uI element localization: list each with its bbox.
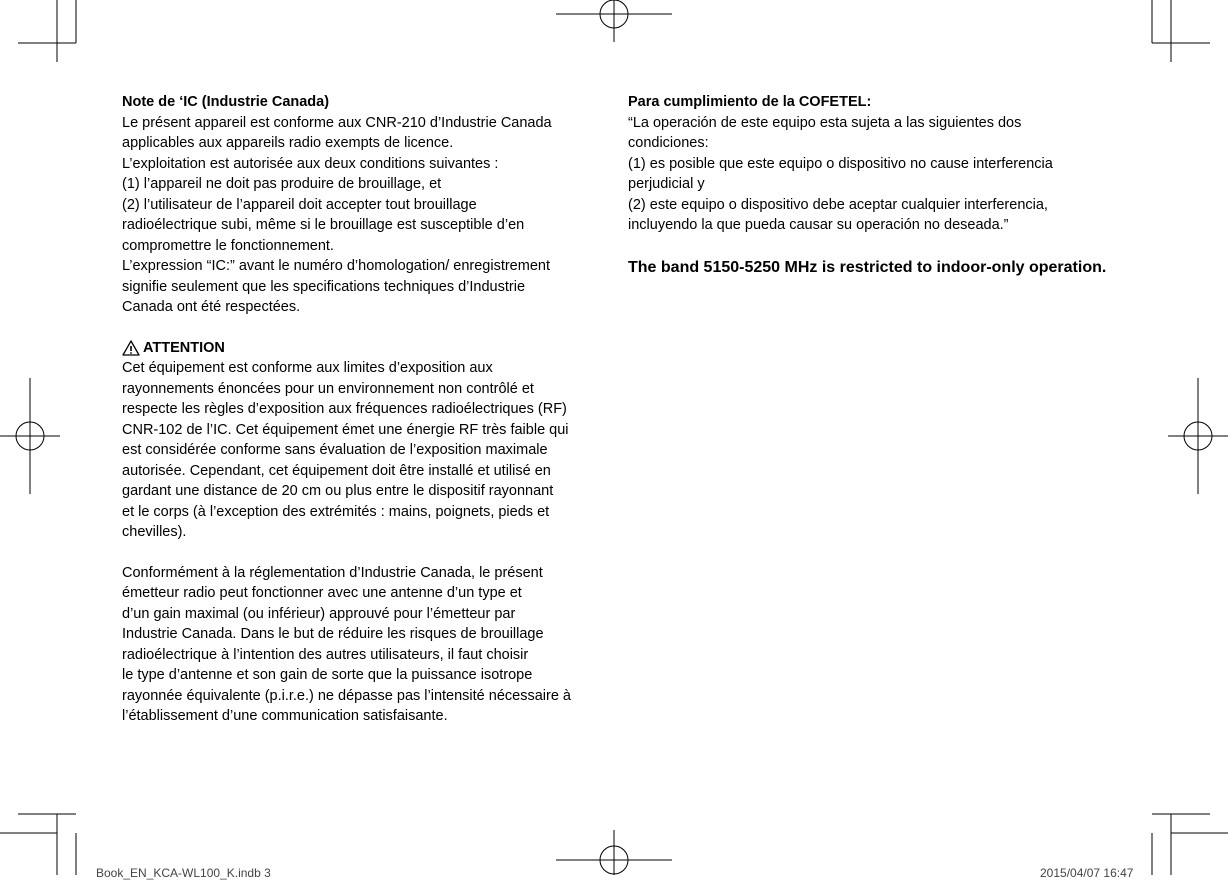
cofetel-heading: Para cumplimiento de la COFETEL: [628,94,872,110]
text-line: L’exploitation est autorisée aux deux conditions suivantes : [122,155,499,172]
text-line: gardant une distance de 20 cm ou plus entre le dispositif rayonnant [122,483,554,499]
text-line: radioélectrique à l’intention des autres utilisateurs, il faut choisir [122,646,529,663]
text-line: Industrie Canada. Dans le but de réduire les risques de brouillage [122,626,544,642]
text-line: radioélectrique subi, même si le brouillage est susceptible d’en [122,217,525,233]
text-line: et le corps (à l’exception des extrémités : mains, poignets, pieds et [122,503,550,520]
text-line: L’expression “IC:” avant le numéro d’homologation/ enregistrement [122,258,550,274]
text-line: applicables aux appareils radio exempts de licence. [122,135,454,151]
attention-body [122,358,602,543]
text-line: Le présent appareil est conforme aux CNR-210 d’Industrie Canada [122,114,552,131]
text-line: le type d’antenne et son gain de sorte que la puissance isotrope [122,667,533,683]
spacer [122,543,602,563]
band-restriction-notice: The band 5150-5250 MHz is restricted to indoor-only operation. [628,258,1107,276]
text-line: est considérée conforme sans évaluation de l’exposition maximale [122,442,548,458]
left-column [122,92,602,727]
text-line: “La operación de este equipo esta sujeta a las siguientes dos [628,114,1022,131]
footer-timestamp: 2015/04/07 16:47 [1040,866,1134,880]
text-line: (1) es posible que este equipo o dispositivo no cause interferencia [628,155,1053,172]
cofetel-body [628,113,1128,236]
text-line: (2) l’utilisateur de l’appareil doit accepter tout brouillage [122,196,477,213]
text-line: autorisée. Cependant, cet équipement doit être installé et utilisé en [122,462,551,479]
text-line: perjudicial y [628,176,705,192]
attention-heading-row [122,338,602,359]
spacer [628,236,1128,256]
text-line: incluyendo la que pueda causar su operación no deseada.” [628,217,1009,233]
text-line: signifie seulement que les specifications techniques d’Industrie [122,278,526,295]
text-line: émetteur radio peut fonctionner avec une antenne d’un type et [122,585,522,601]
text-line: Conformément à la réglementation d’Industrie Canada, le présent [122,564,543,581]
text-line: chevilles). [122,524,187,540]
text-line: respecte les règles d’exposition aux fréquences radioélectriques (RF) [122,401,567,417]
right-column [628,92,1128,278]
spacer [122,318,602,338]
text-line: l’établissement d’une communication satisfaisante. [122,708,448,724]
text-line: compromettre le fonctionnement. [122,237,334,254]
attention-heading: ATTENTION [143,339,225,356]
text-line: rayonnée équivalente (p.i.r.e.) ne dépasse pas l’intensité nécessaire à [122,687,571,704]
text-line: Canada ont été respectées. [122,299,301,315]
text-line: condiciones: [628,135,709,151]
warning-triangle-icon [122,340,140,356]
ic-notice-body [122,113,602,318]
text-line: d’un gain maximal (ou inférieur) approuvé pour l’émetteur par [122,605,516,622]
ic-heading: Note de ‘IC (Industrie Canada) [122,94,330,110]
conformity-body [122,563,602,727]
text-line: (1) l’appareil ne doit pas produire de brouillage, et [122,176,442,192]
text-line: rayonnements énoncées pour un environnement non contrôlé et [122,380,534,397]
footer-file-name: Book_EN_KCA-WL100_K.indb 3 [96,866,271,880]
text-line: (2) este equipo o dispositivo debe aceptar cualquier interferencia, [628,196,1048,213]
text-line: Cet équipement est conforme aux limites d’exposition aux [122,360,493,376]
text-line: CNR-102 de l’IC. Cet équipement émet une énergie RF très faible qui [122,421,569,438]
